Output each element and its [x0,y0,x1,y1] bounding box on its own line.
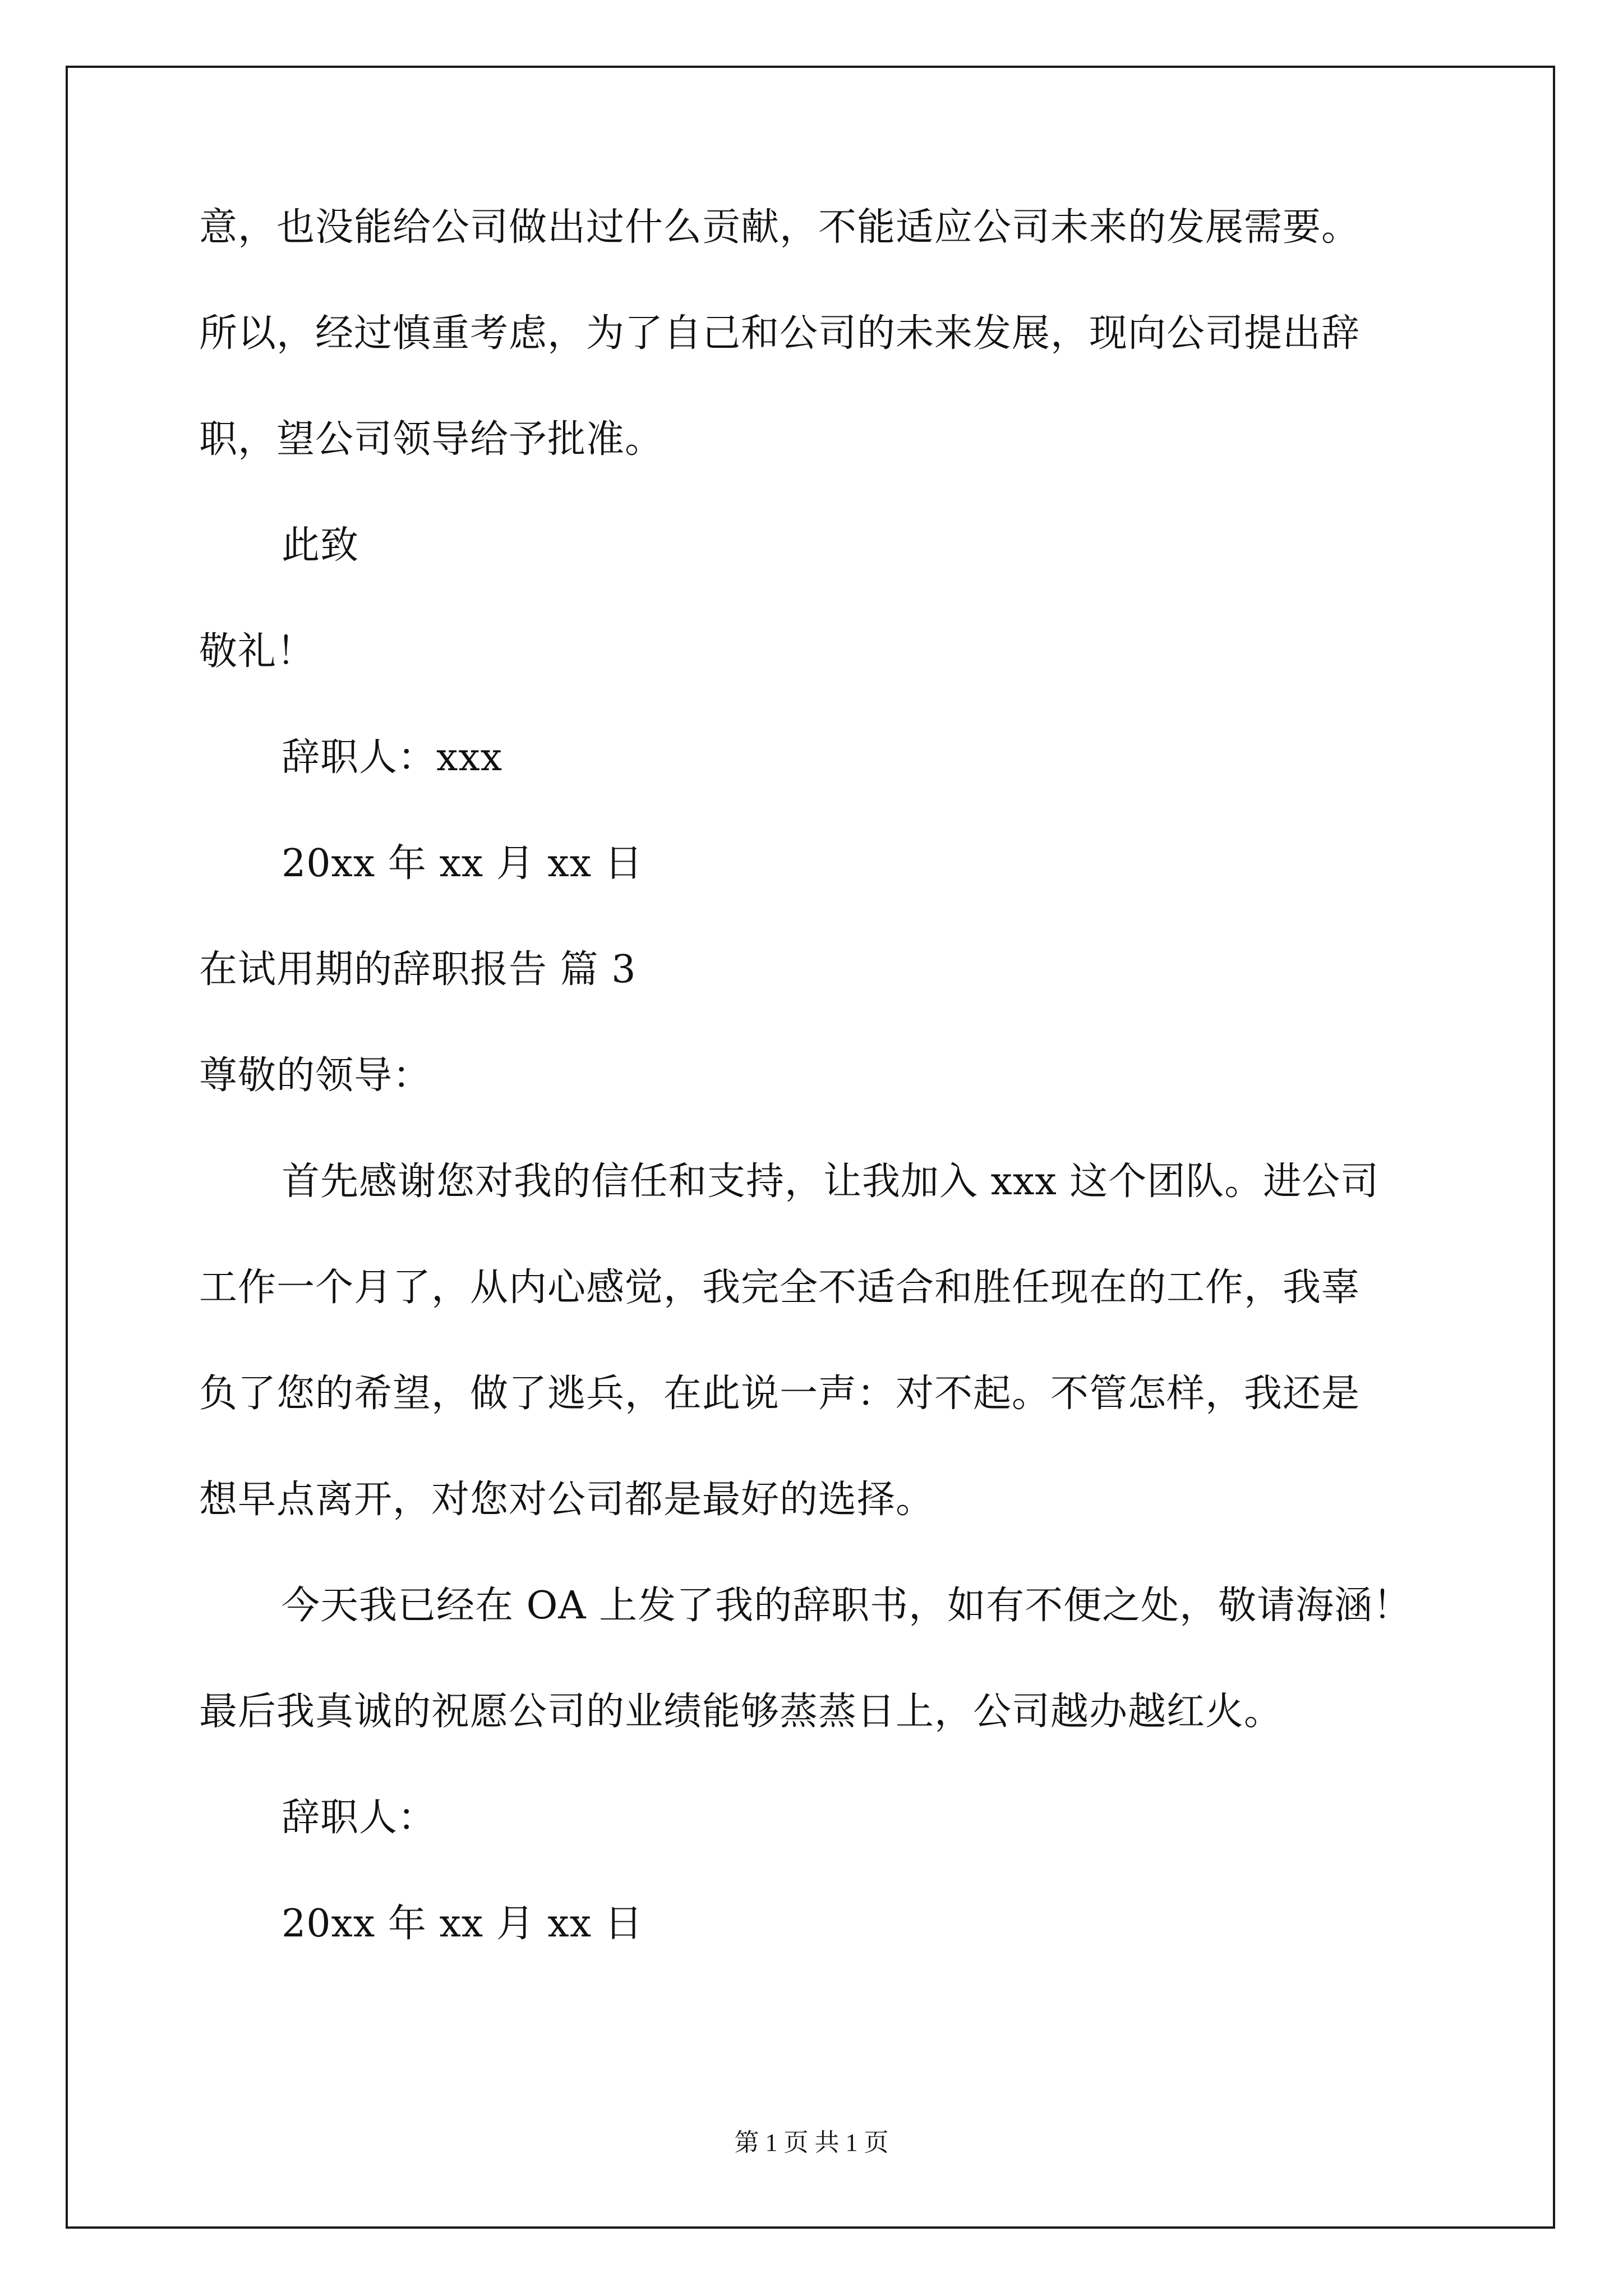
signature-line: 辞职人：xxx [282,735,503,780]
text-line: 工作一个月了，从内心感觉，我完全不适合和胜任现在的工作，我辜 [199,1266,1361,1310]
section-heading: 在试用期的辞职报告 篇 3 [199,947,637,992]
text-line: 负了您的希望，做了逃兵，在此说一声：对不起。不管怎样，我还是 [199,1372,1361,1416]
text-line: 所以，经过慎重考虑，为了自己和公司的未来发展，现向公司提出辞 [199,311,1361,356]
date-line: 20xx 年 xx 月 xx 日 [282,841,643,886]
text-line: 最后我真诚的祝愿公司的业绩能够蒸蒸日上，公司越办越红火。 [199,1690,1283,1734]
text-line: 意，也没能给公司做出过什么贡献，不能适应公司未来的发展需要。 [199,205,1361,250]
text-line: 想早点离开，对您对公司都是最好的选择。 [199,1478,935,1522]
greeting: 尊敬的领导： [199,1053,432,1098]
text-line: 职，望公司领导给予批准。 [199,417,664,462]
text-line: 首先感谢您对我的信任和支持，让我加入 xxx 这个团队。进公司 [282,1159,1380,1204]
text-line: 今天我已经在 OA 上发了我的辞职书，如有不便之处，敬请海涵！ [282,1584,1412,1628]
closing-regards: 敬礼！ [199,629,316,674]
page-footer: 第 1 页 共 1 页 [734,2129,889,2156]
signature-line: 辞职人： [282,1796,437,1840]
closing-salutation: 此致 [282,523,359,568]
document-body [199,205,1467,2010]
date-line: 20xx 年 xx 月 xx 日 [282,1902,643,1946]
